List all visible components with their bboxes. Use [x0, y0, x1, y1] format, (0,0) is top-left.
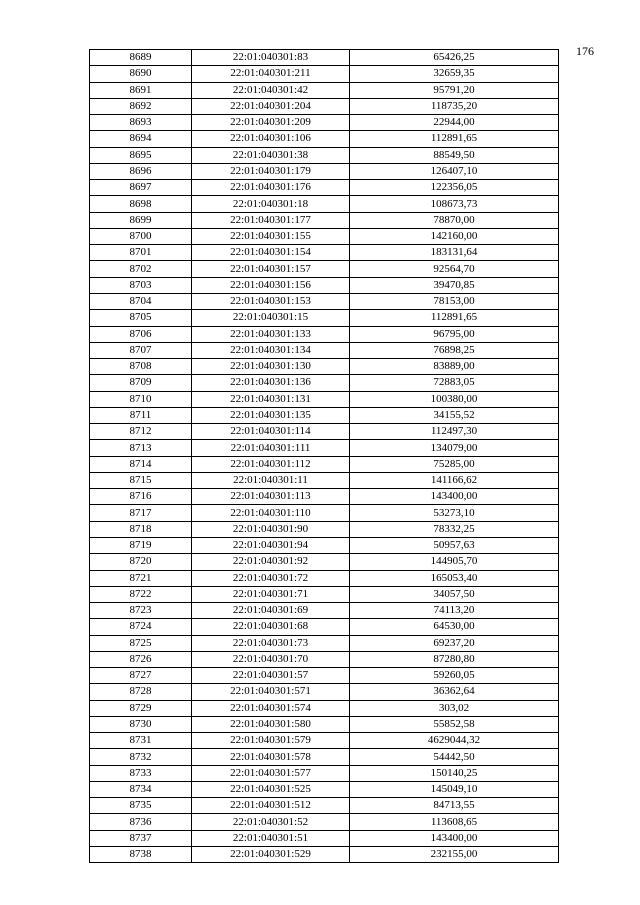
registry-table: [89, 49, 559, 863]
cadastral-value-cell: 72883,05: [350, 375, 559, 391]
cadastral-value-cell: 96795,00: [350, 326, 559, 342]
row-number-cell: 8722: [90, 586, 192, 602]
cadastral-number-cell: 22:01:040301:578: [192, 749, 350, 765]
table-row: [90, 847, 559, 863]
cadastral-value-cell: 39470,85: [350, 277, 559, 293]
cadastral-value-cell: 87280,80: [350, 651, 559, 667]
row-number-cell: 8698: [90, 196, 192, 212]
cadastral-number-cell: 22:01:040301:68: [192, 619, 350, 635]
table-row: [90, 342, 559, 358]
table-row: [90, 700, 559, 716]
table-row: [90, 163, 559, 179]
cadastral-value-cell: 78153,00: [350, 293, 559, 309]
row-number-cell: 8709: [90, 375, 192, 391]
table-row: [90, 521, 559, 537]
row-number-cell: 8729: [90, 700, 192, 716]
row-number-cell: 8699: [90, 212, 192, 228]
cadastral-number-cell: 22:01:040301:153: [192, 293, 350, 309]
cadastral-value-cell: 113608,65: [350, 814, 559, 830]
cadastral-value-cell: 50957,63: [350, 537, 559, 553]
table-row: [90, 668, 559, 684]
row-number-cell: 8731: [90, 733, 192, 749]
table-row: [90, 82, 559, 98]
cadastral-number-cell: 22:01:040301:577: [192, 765, 350, 781]
cadastral-number-cell: 22:01:040301:529: [192, 847, 350, 863]
table-row: [90, 131, 559, 147]
cadastral-number-cell: 22:01:040301:70: [192, 651, 350, 667]
table-row: [90, 50, 559, 66]
cadastral-value-cell: 75285,00: [350, 456, 559, 472]
cadastral-value-cell: 118735,20: [350, 98, 559, 114]
cadastral-value-cell: 141166,62: [350, 472, 559, 488]
row-number-cell: 8705: [90, 310, 192, 326]
table-row: [90, 277, 559, 293]
cadastral-number-cell: 22:01:040301:134: [192, 342, 350, 358]
table-row: [90, 619, 559, 635]
table-row: [90, 635, 559, 651]
row-number-cell: 8691: [90, 82, 192, 98]
table-row: [90, 472, 559, 488]
table-row: [90, 245, 559, 261]
table-row: [90, 781, 559, 797]
cadastral-number-cell: 22:01:040301:525: [192, 781, 350, 797]
cadastral-value-cell: 112497,30: [350, 424, 559, 440]
cadastral-number-cell: 22:01:040301:130: [192, 359, 350, 375]
cadastral-number-cell: 22:01:040301:157: [192, 261, 350, 277]
table-row: [90, 326, 559, 342]
row-number-cell: 8712: [90, 424, 192, 440]
row-number-cell: 8718: [90, 521, 192, 537]
cadastral-number-cell: 22:01:040301:574: [192, 700, 350, 716]
row-number-cell: 8733: [90, 765, 192, 781]
cadastral-number-cell: 22:01:040301:69: [192, 603, 350, 619]
cadastral-value-cell: 165053,40: [350, 570, 559, 586]
cadastral-number-cell: 22:01:040301:154: [192, 245, 350, 261]
cadastral-value-cell: 34155,52: [350, 407, 559, 423]
page-number: 176: [576, 44, 594, 58]
row-number-cell: 8689: [90, 50, 192, 66]
cadastral-number-cell: 22:01:040301:179: [192, 163, 350, 179]
row-number-cell: 8727: [90, 668, 192, 684]
cadastral-number-cell: 22:01:040301:580: [192, 716, 350, 732]
cadastral-number-cell: 22:01:040301:51: [192, 830, 350, 846]
table-row: [90, 212, 559, 228]
cadastral-number-cell: 22:01:040301:106: [192, 131, 350, 147]
cadastral-number-cell: 22:01:040301:73: [192, 635, 350, 651]
table-row: [90, 359, 559, 375]
cadastral-value-cell: 64530,00: [350, 619, 559, 635]
cadastral-value-cell: 76898,25: [350, 342, 559, 358]
cadastral-number-cell: 22:01:040301:92: [192, 554, 350, 570]
cadastral-number-cell: 22:01:040301:72: [192, 570, 350, 586]
table-row: [90, 684, 559, 700]
cadastral-value-cell: 145049,10: [350, 781, 559, 797]
cadastral-number-cell: 22:01:040301:94: [192, 537, 350, 553]
row-number-cell: 8695: [90, 147, 192, 163]
row-number-cell: 8694: [90, 131, 192, 147]
cadastral-value-cell: 95791,20: [350, 82, 559, 98]
row-number-cell: 8717: [90, 505, 192, 521]
table-row: [90, 310, 559, 326]
row-number-cell: 8701: [90, 245, 192, 261]
table-row: [90, 115, 559, 131]
cadastral-value-cell: 108673,73: [350, 196, 559, 212]
cadastral-value-cell: 92564,70: [350, 261, 559, 277]
cadastral-value-cell: 183131,64: [350, 245, 559, 261]
cadastral-value-cell: 122356,05: [350, 180, 559, 196]
table-row: [90, 537, 559, 553]
row-number-cell: 8714: [90, 456, 192, 472]
cadastral-value-cell: 112891,65: [350, 310, 559, 326]
row-number-cell: 8710: [90, 391, 192, 407]
row-number-cell: 8728: [90, 684, 192, 700]
row-number-cell: 8716: [90, 489, 192, 505]
cadastral-number-cell: 22:01:040301:512: [192, 798, 350, 814]
row-number-cell: 8711: [90, 407, 192, 423]
cadastral-value-cell: 143400,00: [350, 489, 559, 505]
row-number-cell: 8707: [90, 342, 192, 358]
row-number-cell: 8724: [90, 619, 192, 635]
cadastral-value-cell: 112891,65: [350, 131, 559, 147]
table-row: [90, 261, 559, 277]
cadastral-number-cell: 22:01:040301:57: [192, 668, 350, 684]
cadastral-value-cell: 54442,50: [350, 749, 559, 765]
table-row: [90, 830, 559, 846]
table-row: [90, 749, 559, 765]
row-number-cell: 8697: [90, 180, 192, 196]
cadastral-value-cell: 83889,00: [350, 359, 559, 375]
row-number-cell: 8732: [90, 749, 192, 765]
cadastral-number-cell: 22:01:040301:112: [192, 456, 350, 472]
table-row: [90, 733, 559, 749]
row-number-cell: 8703: [90, 277, 192, 293]
cadastral-number-cell: 22:01:040301:177: [192, 212, 350, 228]
table-row: [90, 196, 559, 212]
cadastral-number-cell: 22:01:040301:204: [192, 98, 350, 114]
row-number-cell: 8723: [90, 603, 192, 619]
table-row: [90, 798, 559, 814]
cadastral-number-cell: 22:01:040301:211: [192, 66, 350, 82]
row-number-cell: 8700: [90, 228, 192, 244]
cadastral-number-cell: 22:01:040301:209: [192, 115, 350, 131]
registry-table-body: [90, 50, 559, 863]
table-row: [90, 716, 559, 732]
table-row: [90, 407, 559, 423]
cadastral-value-cell: 303,02: [350, 700, 559, 716]
table-row: [90, 98, 559, 114]
row-number-cell: 8725: [90, 635, 192, 651]
cadastral-value-cell: 74113,20: [350, 603, 559, 619]
cadastral-number-cell: 22:01:040301:114: [192, 424, 350, 440]
row-number-cell: 8702: [90, 261, 192, 277]
cadastral-value-cell: 69237,20: [350, 635, 559, 651]
table-row: [90, 765, 559, 781]
table-row: [90, 147, 559, 163]
table-row: [90, 66, 559, 82]
cadastral-number-cell: 22:01:040301:110: [192, 505, 350, 521]
cadastral-value-cell: 100380,00: [350, 391, 559, 407]
row-number-cell: 8692: [90, 98, 192, 114]
cadastral-value-cell: 134079,00: [350, 440, 559, 456]
table-row: [90, 814, 559, 830]
row-number-cell: 8706: [90, 326, 192, 342]
table-row: [90, 603, 559, 619]
cadastral-value-cell: 232155,00: [350, 847, 559, 863]
cadastral-number-cell: 22:01:040301:111: [192, 440, 350, 456]
table-row: [90, 456, 559, 472]
cadastral-number-cell: 22:01:040301:135: [192, 407, 350, 423]
cadastral-value-cell: 84713,55: [350, 798, 559, 814]
cadastral-number-cell: 22:01:040301:38: [192, 147, 350, 163]
cadastral-value-cell: 143400,00: [350, 830, 559, 846]
row-number-cell: 8734: [90, 781, 192, 797]
table-row: [90, 440, 559, 456]
cadastral-value-cell: 36362,64: [350, 684, 559, 700]
cadastral-number-cell: 22:01:040301:176: [192, 180, 350, 196]
row-number-cell: 8721: [90, 570, 192, 586]
row-number-cell: 8713: [90, 440, 192, 456]
table-row: [90, 180, 559, 196]
cadastral-number-cell: 22:01:040301:11: [192, 472, 350, 488]
row-number-cell: 8730: [90, 716, 192, 732]
cadastral-number-cell: 22:01:040301:15: [192, 310, 350, 326]
row-number-cell: 8719: [90, 537, 192, 553]
table-row: [90, 586, 559, 602]
cadastral-number-cell: 22:01:040301:136: [192, 375, 350, 391]
cadastral-value-cell: 144905,70: [350, 554, 559, 570]
cadastral-value-cell: 126407,10: [350, 163, 559, 179]
row-number-cell: 8726: [90, 651, 192, 667]
table-row: [90, 424, 559, 440]
cadastral-value-cell: 55852,58: [350, 716, 559, 732]
row-number-cell: 8696: [90, 163, 192, 179]
row-number-cell: 8704: [90, 293, 192, 309]
row-number-cell: 8690: [90, 66, 192, 82]
cadastral-number-cell: 22:01:040301:133: [192, 326, 350, 342]
cadastral-number-cell: 22:01:040301:156: [192, 277, 350, 293]
cadastral-value-cell: 59260,05: [350, 668, 559, 684]
table-row: [90, 651, 559, 667]
cadastral-number-cell: 22:01:040301:71: [192, 586, 350, 602]
cadastral-value-cell: 78870,00: [350, 212, 559, 228]
cadastral-number-cell: 22:01:040301:90: [192, 521, 350, 537]
cadastral-value-cell: 34057,50: [350, 586, 559, 602]
cadastral-value-cell: 142160,00: [350, 228, 559, 244]
cadastral-number-cell: 22:01:040301:131: [192, 391, 350, 407]
row-number-cell: 8736: [90, 814, 192, 830]
row-number-cell: 8715: [90, 472, 192, 488]
cadastral-value-cell: 53273,10: [350, 505, 559, 521]
row-number-cell: 8720: [90, 554, 192, 570]
cadastral-number-cell: 22:01:040301:571: [192, 684, 350, 700]
cadastral-number-cell: 22:01:040301:42: [192, 82, 350, 98]
cadastral-value-cell: 88549,50: [350, 147, 559, 163]
table-row: [90, 375, 559, 391]
cadastral-value-cell: 22944,00: [350, 115, 559, 131]
row-number-cell: 8735: [90, 798, 192, 814]
cadastral-number-cell: 22:01:040301:155: [192, 228, 350, 244]
table-row: [90, 489, 559, 505]
table-row: [90, 228, 559, 244]
row-number-cell: 8738: [90, 847, 192, 863]
cadastral-number-cell: 22:01:040301:83: [192, 50, 350, 66]
row-number-cell: 8693: [90, 115, 192, 131]
table-row: [90, 554, 559, 570]
cadastral-number-cell: 22:01:040301:18: [192, 196, 350, 212]
cadastral-value-cell: 150140,25: [350, 765, 559, 781]
row-number-cell: 8737: [90, 830, 192, 846]
cadastral-value-cell: 32659,35: [350, 66, 559, 82]
table-row: [90, 391, 559, 407]
table-row: [90, 570, 559, 586]
cadastral-number-cell: 22:01:040301:579: [192, 733, 350, 749]
cadastral-number-cell: 22:01:040301:52: [192, 814, 350, 830]
row-number-cell: 8708: [90, 359, 192, 375]
cadastral-number-cell: 22:01:040301:113: [192, 489, 350, 505]
cadastral-value-cell: 78332,25: [350, 521, 559, 537]
cadastral-value-cell: 65426,25: [350, 50, 559, 66]
cadastral-value-cell: 4629044,32: [350, 733, 559, 749]
table-row: [90, 293, 559, 309]
table-row: [90, 505, 559, 521]
